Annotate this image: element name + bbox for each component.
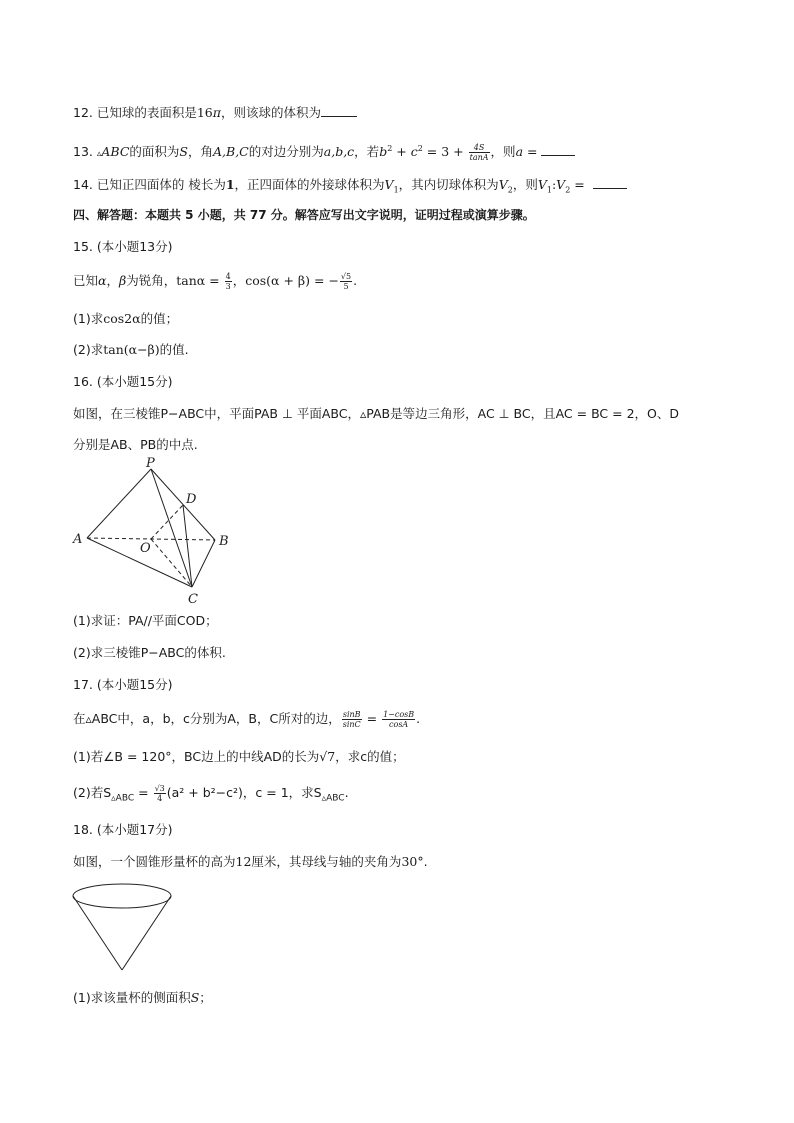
question-12 (73, 104, 357, 122)
q13-text-4: ，若 (354, 144, 380, 160)
q13-eq: = (523, 144, 542, 160)
segment-OD-hidden (151, 505, 183, 539)
q17-p1-root: √7 (319, 749, 336, 764)
q12-text-end: ，则该球的体积为 (220, 105, 321, 120)
q12-answer-blank[interactable] (321, 104, 357, 117)
q14-text-3: ，其内切球体积为 (398, 177, 499, 192)
q18-text-2: 厘米，其母线与轴的夹角为 (251, 854, 402, 869)
q17-p2-frac-den: 4 (157, 794, 163, 803)
q17-f2-den: cosA (389, 720, 409, 729)
q18-stem (73, 853, 428, 871)
q17-fraction-2 (382, 710, 415, 729)
section-4-heading: 四、解答题：本题共 5 小题，共 77 分。解答应写出文字说明，证明过程或演算步骤。 (73, 208, 535, 222)
q14-ratio-v1: V (537, 177, 547, 192)
q18-text-1: 如图，一个圆锥形量杯的高为 (73, 854, 236, 869)
q15-tan-fraction (225, 272, 232, 291)
q13-triangle-name: ABC (101, 144, 130, 160)
q16-stem-line-1: 如图，在三棱锥P−ABC中，平面PAB ⊥ 平面ABC，▵PAB是等边三角形，AC ⊥ BC，且AC = BC = 2，O、D (73, 406, 680, 421)
q15-p1-post: 的值； (140, 311, 179, 326)
q15-cos-den: 5 (343, 282, 349, 291)
q18-p1-pre: (1)求该量杯的侧面积 (73, 990, 191, 1005)
label-C: C (188, 592, 198, 607)
q13-c: c (410, 144, 418, 160)
q15-p2-expr: tan(α−β) (103, 342, 160, 357)
q18-p1-S: S (190, 990, 200, 1005)
q17-end: . (416, 711, 421, 726)
question-13 (73, 140, 575, 163)
q16-header: 16. (本小题15分) (73, 374, 173, 389)
q17-f1-num: sinB (342, 710, 361, 719)
q17-fraction-1 (342, 710, 362, 729)
q18-cone-diagram (70, 882, 180, 974)
q16-pyramid-diagram (70, 455, 240, 610)
q17-p1-post: ，求c的值； (335, 749, 405, 764)
q15-beta: β (118, 273, 127, 288)
q15-p2-pre: (2)求 (73, 342, 104, 357)
segment-OC-hidden (151, 539, 192, 587)
q15-text-1: 已知 (73, 273, 99, 288)
q13-exp-2: 2 (417, 144, 423, 153)
q13-frac-den: tanA (469, 153, 489, 163)
q15-p1-expr: cos2α (103, 311, 141, 326)
q17-p2-sub-2: ▵ABC (321, 793, 345, 804)
q14-ratio-sep: : (551, 177, 557, 192)
q13-frac-num: 4S (469, 143, 490, 153)
q17-p2-fraction (154, 784, 166, 803)
edge-BC (192, 540, 215, 587)
q13-angles: A,B,C (213, 144, 249, 160)
q13-text-2: ，角 (188, 144, 214, 160)
q17-p2-frac-num: √3 (154, 784, 165, 793)
q16-stem-line-2: 分别是AB、PB的中点. (73, 437, 198, 452)
question-14 (73, 176, 627, 200)
q17-p2-end: . (344, 785, 349, 800)
label-P: P (146, 456, 155, 471)
q15-alpha: α (98, 273, 107, 288)
q13-text-5: ，则 (490, 144, 516, 160)
q13-a: a (515, 144, 524, 160)
q13-area-symbol: S (179, 144, 188, 160)
q13-answer-blank[interactable] (541, 143, 575, 156)
q17-part-2 (73, 784, 349, 808)
q14-v1-sub: 1 (393, 185, 399, 195)
q15-p1-pre: (1)求 (73, 311, 104, 326)
q17-f2-num: 1−cosB (383, 710, 415, 719)
q15-part-2 (73, 341, 189, 359)
q18-header: 18. (本小题17分) (73, 822, 173, 837)
q14-v1: V (384, 177, 394, 192)
cone-rim (73, 884, 171, 908)
q18-end: . (423, 854, 428, 869)
edge-PB (151, 469, 215, 540)
q14-text-4: ，则 (512, 177, 538, 192)
q13-text-3: 的对边分别为 (248, 144, 324, 160)
q13-triangle-symbol: ▵ (96, 149, 102, 160)
q14-eq: = (570, 177, 589, 192)
q15-tan-num: 4 (225, 272, 231, 281)
q13-plus: + (392, 144, 411, 160)
label-D: D (186, 492, 197, 507)
q15-tan: tanα = (176, 273, 224, 288)
q13-exp-1: 2 (387, 144, 393, 153)
q18-height: 12 (235, 854, 252, 869)
q15-stem (73, 272, 357, 291)
q15-end: . (353, 273, 358, 288)
q17-f1-den: sinC (342, 720, 361, 729)
q17-p2-sub: ▵ABC (111, 793, 135, 804)
cone-side-right (122, 896, 171, 970)
q18-part-1 (73, 989, 212, 1007)
q14-text-2: ，正四面体的外接球体积为 (234, 177, 385, 192)
q15-cos-num: √5 (340, 272, 352, 281)
q18-angle: 30° (401, 854, 424, 869)
label-A: A (73, 532, 83, 547)
q17-text: 在▵ABC中，a，b，c分别为A，B，C所对的边， (73, 711, 341, 726)
q14-text-1: 14. 已知正四面体的 棱长为 (73, 177, 226, 192)
q13-text-1: 的面积为 (129, 144, 180, 160)
q17-stem (73, 710, 420, 729)
q13-b: b (379, 144, 388, 160)
q16-part-2: (2)求三棱锥P−ABC的体积. (73, 645, 226, 660)
q14-answer-blank[interactable] (593, 176, 627, 189)
q17-eq: = (362, 711, 382, 726)
q17-part-1 (73, 748, 405, 766)
q15-comma-2: ， (232, 273, 246, 288)
cone-side-left (73, 896, 122, 970)
q17-header: 17. (本小题15分) (73, 677, 173, 692)
q14-edge: 1 (225, 177, 235, 192)
q12-text: 12. 已知球的表面积是 (73, 105, 197, 120)
q15-header: 15. (本小题13分) (73, 239, 173, 254)
q14-v2-sub: 2 (507, 185, 513, 195)
label-O: O (140, 541, 151, 556)
q15-p2-post: 的值. (159, 342, 189, 357)
q16-part-1: (1)求证：PA//平面COD； (73, 613, 218, 628)
q15-comma: ， (106, 273, 119, 288)
q17-p1-pre: (1)若∠B = 120°，BC边上的中线AD的长为 (73, 749, 320, 764)
q13-fraction (469, 143, 490, 162)
q14-ratio-sub2: 2 (565, 185, 571, 195)
q14-v2: V (498, 177, 508, 192)
q13-eq-mid: = 3 + (422, 144, 468, 160)
q13-sides: a,b,c (323, 144, 355, 160)
edge-PA (87, 469, 151, 538)
q14-ratio-v2: V (556, 177, 566, 192)
q15-part-1 (73, 310, 178, 328)
q15-tan-den: 3 (225, 282, 231, 291)
q17-p2-expr: (a² + b²−c²)，c = 1，求S (166, 785, 322, 800)
q14-ratio-sub1: 1 (546, 185, 552, 195)
q15-cos: cos(α + β) = − (245, 273, 339, 288)
q17-p2-pre: (2)若S (73, 785, 112, 800)
q15-cos-fraction (340, 272, 352, 291)
q12-pi: π (212, 105, 221, 120)
label-B: B (219, 534, 229, 549)
q13-number: 13. (73, 144, 97, 160)
q12-value: 16 (196, 105, 213, 120)
q18-p1-end: ； (199, 990, 212, 1005)
q15-text-2: 为锐角， (126, 273, 177, 288)
q17-p2-eq: = (134, 785, 153, 800)
